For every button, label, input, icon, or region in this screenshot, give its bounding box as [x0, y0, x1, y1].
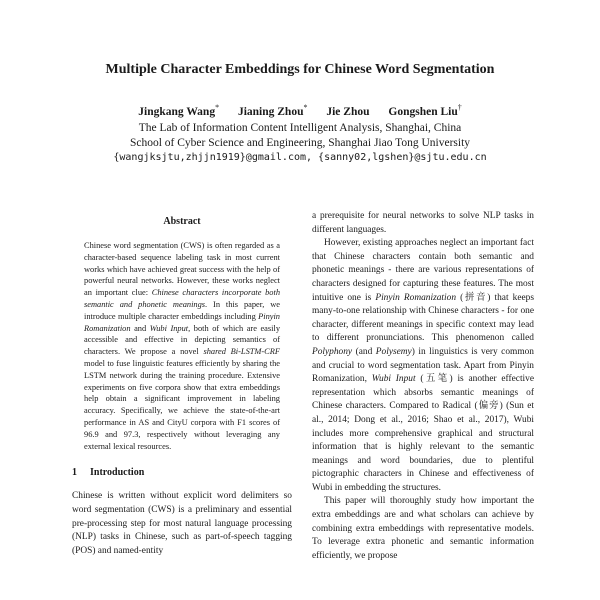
body-run: (and — [352, 346, 376, 357]
section-number: 1 — [72, 467, 77, 479]
author-name: Jianing Zhou — [237, 105, 304, 118]
author-emails: {wangjksjtu,zhjjn1919}@gmail.com, {sanny02,lgshen}@sjtu.edu.cn — [113, 152, 487, 163]
author-3 — [326, 106, 369, 118]
author-1 — [138, 103, 220, 118]
abstract-run: , both of which are easily accessible and effective in depicting semantics of characters. We propose a novel — [84, 323, 281, 357]
author-name: Jie Zhou — [326, 105, 370, 118]
body-run: (拼音) that keeps many-to-one relationship with Chinese characters - for one character, different meanings in specific context may lead to different pronunciations. This phenomenon called — [312, 292, 534, 344]
abstract-run: . In this paper, we introduce multiple character embeddings including — [84, 299, 280, 321]
body-run: (五笔) is another effective representation which absorbs semantic meanings of Chinese characters. Compared to Radical (偏旁) (Sun et al., 2014; Dong et al., 2016; Shao et al., 2017), Wubi includes more comprehensive graphical and structural information that is highly relevant to the semantic meanings and word boundaries, due to plentiful pictographic characters in Chinese and effectiveness of Wubi in embedding the structures. — [312, 374, 535, 493]
affiliation-school: School of Cyber Science and Engineering, Shanghai Jiao Tong University — [129, 137, 471, 149]
abstract-emphasis: shared Bi-LSTM-CRF — [203, 347, 280, 357]
introduction-paragraph: Chinese is written without explicit word delimiters so word segmentation (CWS) is a preliminary and essential pre-processing step for most natural language processing (NLP) tasks in Chinese, such as part-of-speech tagging (POS) and named-entity — [72, 491, 292, 556]
body-emphasis: Polyphony — [312, 346, 353, 357]
author-name: Gongshen Liu — [388, 105, 458, 118]
body-emphasis: Wubi Input — [371, 374, 416, 385]
author-name: Jingkang Wang — [138, 105, 216, 118]
right-column — [312, 210, 534, 563]
abstract-text — [72, 240, 292, 452]
abstract-emphasis: Pinyin Romanization — [84, 311, 280, 333]
author-mark: † — [457, 103, 462, 112]
abstract-emphasis: Chinese characters incorporate both semantic and phonetic meanings — [84, 288, 281, 309]
body-emphasis: Pinyin Romanization — [375, 292, 457, 303]
affiliation-lab: The Lab of Information Content Intelligent Analysis, Shanghai, China — [138, 122, 462, 134]
abstract-run: model to fuse linguistic features efficiently by sharing the LSTM network during the training procedure. Extensive experiments on five corpora show that extra embeddings help obtain a significant improvement in labeling accuracy. Specifically, we achieve the state-of-the-art performance in AS and CityU corpora with F1 scores of 96.9 and 97.3, respectively without leveraging any external lexical resources. — [84, 358, 280, 451]
author-mark: * — [215, 103, 220, 112]
body-paragraph-existing-approaches — [312, 237, 534, 495]
paper-title: Multiple Character Embeddings for Chinese Word Segmentation — [105, 62, 495, 77]
left-column — [72, 210, 292, 558]
body-paragraph-continued: a prerequisite for neural networks to solve NLP tasks in different languages. — [312, 211, 534, 235]
author-list — [0, 101, 600, 119]
abstract-run: Chinese word segmentation (CWS) is often regarded as a character-based sequence labeling task in most current works which have achieved great success with the help of powerful neural networks. However, these works neglect an important clue: — [84, 241, 280, 298]
author-mark: * — [303, 103, 308, 112]
author-2 — [237, 103, 308, 118]
abstract-emphasis: Wubi Input — [149, 323, 189, 333]
section-heading-introduction — [72, 466, 292, 479]
author-4 — [388, 103, 462, 118]
section-title: Introduction — [90, 467, 145, 479]
body-run: ) in linguistics is very common and crucial to word segmentation task. Apart from Pinyin Romanization, — [312, 346, 534, 385]
abstract-heading: Abstract — [163, 216, 201, 227]
body-emphasis: Polysemy — [375, 346, 412, 357]
abstract-run: and — [130, 323, 150, 333]
body-run: However, existing approaches neglect an important fact that Chinese characters contain both semantic and phonetic meanings - there are various representations of characters designed for capturing these features. The most intuitive one is — [312, 238, 534, 303]
body-paragraph-this-paper: This paper will thoroughly study how important the extra embeddings are and what scholars can achieve by combining extra embeddings with representative models. To leverage extra phonetic and semantic information efficiently, we propose — [312, 496, 534, 561]
